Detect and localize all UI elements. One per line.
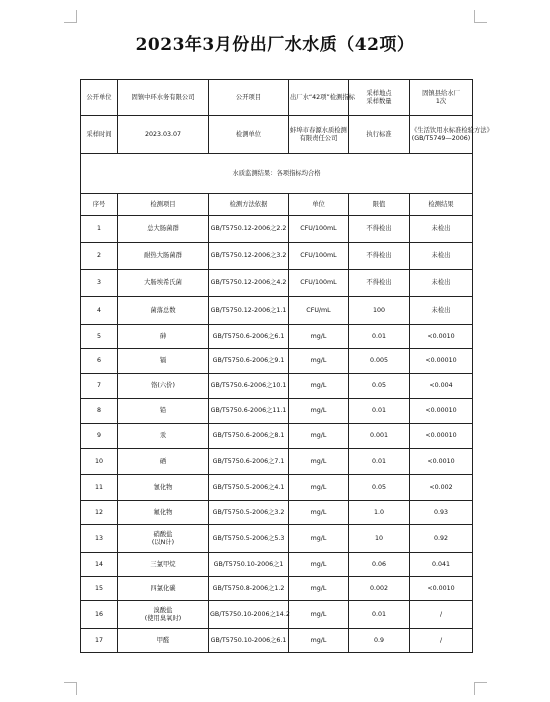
sampling-quantity-value: 1次 xyxy=(435,97,447,105)
column-header-limit: 限值 xyxy=(349,194,410,216)
test-unit-value: 蚌埠市春源水质检测有限责任公司 xyxy=(289,116,349,154)
cell-method: GB/T5750.5-2006之5.3 xyxy=(209,525,289,553)
standard-name: 《生活饮用水标准检验方法》 xyxy=(411,126,493,134)
crop-mark-bottom-left xyxy=(64,682,77,695)
cell-no: 17 xyxy=(81,629,118,653)
cell-limit: 0.01 xyxy=(349,449,410,475)
cell-method: GB/T5750.6-2006之10.1 xyxy=(209,374,289,399)
cell-no: 7 xyxy=(81,374,118,399)
table-row xyxy=(81,399,473,424)
cell-no: 6 xyxy=(81,349,118,374)
cell-method: GB/T5750.12-2006之4.2 xyxy=(209,270,289,297)
cell-item: 耐热大肠菌群 xyxy=(118,243,209,270)
public-item-value: 出厂水“42项”检测指标 xyxy=(289,80,349,116)
cell-no: 10 xyxy=(81,449,118,475)
cell-method: GB/T5750.12-2006之2.2 xyxy=(209,216,289,243)
cell-unit: mg/L xyxy=(289,553,349,577)
table-row xyxy=(81,601,473,629)
sampling-time-label: 采样时间 xyxy=(81,116,118,154)
cell-limit: 0.9 xyxy=(349,629,410,653)
cell-limit: 0.06 xyxy=(349,553,410,577)
cell-limit: 0.002 xyxy=(349,577,410,601)
table-row xyxy=(81,349,473,374)
cell-item: 铅 xyxy=(118,399,209,424)
cell-item: 四氯化碳 xyxy=(118,577,209,601)
cell-unit: mg/L xyxy=(289,601,349,629)
cell-no: 3 xyxy=(81,270,118,297)
test-unit-label: 检测单位 xyxy=(209,116,289,154)
conclusion-row xyxy=(81,154,473,194)
cell-limit: 0.05 xyxy=(349,374,410,399)
cell-no: 12 xyxy=(81,501,118,525)
cell-unit: mg/L xyxy=(289,629,349,653)
table-row xyxy=(81,325,473,349)
column-header-result: 检测结果 xyxy=(410,194,473,216)
cell-limit: 0.001 xyxy=(349,424,410,449)
column-header-no: 序号 xyxy=(81,194,118,216)
cell-limit: 不得检出 xyxy=(349,216,410,243)
cell-result: <0.00010 xyxy=(410,424,473,449)
cell-item: 大肠埃希氏菌 xyxy=(118,270,209,297)
header-row-1 xyxy=(81,80,473,116)
cell-limit: 0.05 xyxy=(349,475,410,501)
cell-item-line2: (使用臭氧时) xyxy=(144,614,182,622)
cell-result: 未检出 xyxy=(410,270,473,297)
cell-unit: CFU/100mL xyxy=(289,216,349,243)
cell-result: 未检出 xyxy=(410,216,473,243)
conclusion-text: 水质监测结果：各项指标均合格 xyxy=(81,154,473,194)
cell-result: 0.93 xyxy=(410,501,473,525)
cell-no: 8 xyxy=(81,399,118,424)
cell-limit: 0.01 xyxy=(349,399,410,424)
standard-value xyxy=(410,116,493,154)
table-row xyxy=(81,216,473,243)
cell-method: GB/T5750.10-2006之14.2 xyxy=(209,601,289,629)
cell-item: 硒 xyxy=(118,449,209,475)
cell-unit: CFU/mL xyxy=(289,297,349,325)
cell-no: 5 xyxy=(81,325,118,349)
cell-result: 0.041 xyxy=(410,553,473,577)
cell-limit: 10 xyxy=(349,525,410,553)
cell-method: GB/T5750.6-2006之8.1 xyxy=(209,424,289,449)
cell-result: <0.004 xyxy=(410,374,473,399)
column-header-unit: 单位 xyxy=(289,194,349,216)
table-row xyxy=(81,270,473,297)
sampling-label xyxy=(349,80,410,116)
table-row xyxy=(81,629,473,653)
table-row xyxy=(81,424,473,449)
cell-limit: 不得检出 xyxy=(349,270,410,297)
cell-item xyxy=(118,601,209,629)
cell-method: GB/T5750.6-2006之9.1 xyxy=(209,349,289,374)
column-header-row xyxy=(81,194,473,216)
cell-no: 15 xyxy=(81,577,118,601)
cell-result: / xyxy=(410,601,473,629)
cell-result: <0.0010 xyxy=(410,449,473,475)
cell-limit: 100 xyxy=(349,297,410,325)
standard-label: 执行标准 xyxy=(349,116,410,154)
sampling-location-value: 固镇县给水厂 xyxy=(422,89,460,97)
cell-unit: CFU/100mL xyxy=(289,270,349,297)
cell-item: 铬(六价) xyxy=(118,374,209,399)
cell-result: <0.0010 xyxy=(410,325,473,349)
cell-item: 镉 xyxy=(118,349,209,374)
public-item-label: 公开项目 xyxy=(209,80,289,116)
cell-item xyxy=(118,525,209,553)
water-quality-table xyxy=(80,79,493,653)
cell-item: 菌落总数 xyxy=(118,297,209,325)
cell-result: 未检出 xyxy=(410,297,473,325)
cell-unit: mg/L xyxy=(289,449,349,475)
table-row xyxy=(81,449,473,475)
sampling-location-label: 采样地点 xyxy=(366,89,392,97)
public-unit-label: 公开单位 xyxy=(81,80,118,116)
cell-method: GB/T5750.5-2006之3.2 xyxy=(209,501,289,525)
header-row-2 xyxy=(81,116,473,154)
table-row xyxy=(81,501,473,525)
cell-result: <0.002 xyxy=(410,475,473,501)
cell-item: 氟化物 xyxy=(118,501,209,525)
cell-result: 未检出 xyxy=(410,243,473,270)
cell-item: 砷 xyxy=(118,325,209,349)
cell-unit: mg/L xyxy=(289,349,349,374)
cell-item-line2: (以N计) xyxy=(151,538,175,546)
cell-no: 4 xyxy=(81,297,118,325)
cell-item-line1: 硝酸盐 xyxy=(153,530,173,538)
cell-unit: mg/L xyxy=(289,525,349,553)
cell-result: <0.00010 xyxy=(410,349,473,374)
cell-item: 甲醛 xyxy=(118,629,209,653)
crop-mark-top-right xyxy=(474,10,487,23)
cell-result: <0.0010 xyxy=(410,577,473,601)
cell-method: GB/T5750.10-2006之6.1 xyxy=(209,629,289,653)
sampling-time-value: 2023.03.07 xyxy=(118,116,209,154)
cell-no: 9 xyxy=(81,424,118,449)
public-unit-value: 固镇中环水务有限公司 xyxy=(118,80,209,116)
column-header-method: 检测方法依据 xyxy=(209,194,289,216)
cell-no: 16 xyxy=(81,601,118,629)
sampling-value xyxy=(410,80,473,116)
cell-limit: 不得检出 xyxy=(349,243,410,270)
cell-no: 2 xyxy=(81,243,118,270)
table-row xyxy=(81,243,473,270)
table-row xyxy=(81,525,473,553)
table-row xyxy=(81,577,473,601)
cell-result: / xyxy=(410,629,473,653)
sampling-quantity-label: 采样数量 xyxy=(366,97,392,105)
cell-method: GB/T5750.10-2006之1 xyxy=(209,553,289,577)
cell-limit: 0.005 xyxy=(349,349,410,374)
cell-unit: mg/L xyxy=(289,501,349,525)
crop-mark-top-left xyxy=(64,10,77,23)
standard-code: (GB/T5749—2006) xyxy=(411,134,471,142)
cell-result: 0.92 xyxy=(410,525,473,553)
cell-unit: mg/L xyxy=(289,475,349,501)
cell-unit: mg/L xyxy=(289,374,349,399)
cell-unit: mg/L xyxy=(289,399,349,424)
crop-mark-bottom-right xyxy=(474,682,487,695)
cell-limit: 1.0 xyxy=(349,501,410,525)
cell-limit: 0.01 xyxy=(349,601,410,629)
table-row xyxy=(81,374,473,399)
cell-result: <0.00010 xyxy=(410,399,473,424)
cell-method: GB/T5750.6-2006之11.1 xyxy=(209,399,289,424)
cell-limit: 0.01 xyxy=(349,325,410,349)
cell-unit: mg/L xyxy=(289,325,349,349)
cell-item: 三氯甲烷 xyxy=(118,553,209,577)
cell-method: GB/T5750.8-2006之1.2 xyxy=(209,577,289,601)
cell-unit: CFU/100mL xyxy=(289,243,349,270)
cell-method: GB/T5750.12-2006之1.1 xyxy=(209,297,289,325)
cell-item-line1: 溴酸盐 xyxy=(153,606,173,614)
cell-no: 13 xyxy=(81,525,118,553)
cell-unit: mg/L xyxy=(289,424,349,449)
cell-no: 14 xyxy=(81,553,118,577)
cell-item: 汞 xyxy=(118,424,209,449)
column-header-item: 检测项目 xyxy=(118,194,209,216)
table-row xyxy=(81,297,473,325)
page-title: 2023年3月份出厂水水质（42项） xyxy=(135,35,415,55)
cell-method: GB/T5750.6-2006之6.1 xyxy=(209,325,289,349)
cell-method: GB/T5750.12-2006之3.2 xyxy=(209,243,289,270)
cell-unit: mg/L xyxy=(289,577,349,601)
cell-no: 11 xyxy=(81,475,118,501)
cell-item: 氰化物 xyxy=(118,475,209,501)
cell-item: 总大肠菌群 xyxy=(118,216,209,243)
table-row xyxy=(81,553,473,577)
cell-method: GB/T5750.5-2006之4.1 xyxy=(209,475,289,501)
cell-no: 1 xyxy=(81,216,118,243)
table-row xyxy=(81,475,473,501)
cell-method: GB/T5750.6-2006之7.1 xyxy=(209,449,289,475)
